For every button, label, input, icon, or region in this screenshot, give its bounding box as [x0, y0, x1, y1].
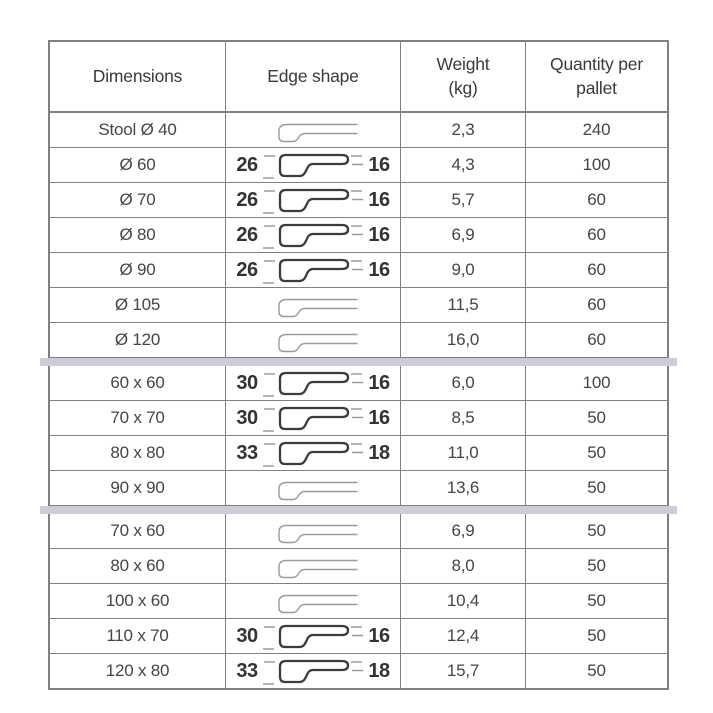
- dimensions-cell: [50, 584, 226, 618]
- weight-value: 10,4: [446, 591, 480, 610]
- dimensions-cell: [50, 253, 226, 287]
- weight-value: 11,0: [447, 443, 479, 462]
- edge-thickness-value: 16: [368, 153, 390, 176]
- edge-shape-cell: [226, 148, 401, 182]
- table-row: [50, 253, 667, 288]
- dimensions-cell: [50, 323, 226, 357]
- header-weight: [401, 42, 526, 111]
- edge-thickness-value: 16: [368, 406, 390, 429]
- weight-value: 13,6: [446, 478, 480, 497]
- table-row: [50, 113, 667, 148]
- weight-cell: [401, 514, 526, 548]
- quantity-value: 50: [587, 443, 606, 462]
- table-body: [50, 113, 667, 688]
- weight-value: 6,9: [451, 521, 475, 540]
- dimensions-value: 70 x 70: [110, 408, 165, 427]
- table-row: [50, 183, 667, 218]
- edge-shape-cell: [226, 401, 401, 435]
- quantity-cell: [526, 288, 667, 322]
- dimensions-cell: [50, 401, 226, 435]
- dimensions-value: 60 x 60: [110, 373, 165, 392]
- weight-cell: [401, 218, 526, 252]
- quantity-value: 60: [587, 295, 606, 314]
- edge-height-value: 26: [236, 223, 258, 246]
- weight-cell: [401, 471, 526, 505]
- edge-profile-bold-icon: [263, 437, 363, 469]
- quantity-cell: [526, 514, 667, 548]
- dimensions-value: Stool Ø 40: [98, 120, 177, 139]
- dimensions-cell: [50, 366, 226, 400]
- edge-shape-cell: [226, 584, 401, 618]
- quantity-cell: [526, 654, 667, 688]
- quantity-value: 100: [582, 155, 611, 174]
- edge-height-value: 33: [236, 441, 258, 464]
- edge-profile-thin-icon: [266, 327, 361, 353]
- weight-value: 6,9: [451, 225, 475, 244]
- edge-profile-thin-icon: [266, 518, 361, 544]
- edge-profile-bold-icon: [263, 402, 363, 434]
- edge-profile-bold-icon: [263, 184, 363, 216]
- quantity-cell: [526, 218, 667, 252]
- quantity-cell: [526, 619, 667, 653]
- weight-cell: [401, 148, 526, 182]
- weight-cell: [401, 436, 526, 470]
- dimensions-value: Ø 90: [119, 260, 156, 279]
- edge-profile-thin-icon: [266, 292, 361, 318]
- quantity-value: 60: [587, 225, 606, 244]
- table-row: [50, 288, 667, 323]
- edge-height-value: 33: [236, 659, 258, 682]
- edge-shape-cell: [226, 549, 401, 583]
- dimensions-value: 80 x 60: [110, 556, 165, 575]
- quantity-value: 60: [587, 260, 606, 279]
- quantity-cell: [526, 253, 667, 287]
- edge-shape-cell: [226, 323, 401, 357]
- quantity-value: 50: [587, 556, 606, 575]
- dimensions-value: 80 x 80: [110, 443, 165, 462]
- dimensions-cell: [50, 183, 226, 217]
- quantity-value: 50: [587, 521, 606, 540]
- weight-value: 8,0: [451, 556, 475, 575]
- weight-value: 6,0: [451, 373, 475, 392]
- weight-cell: [401, 113, 526, 147]
- header-weight-line2: (kg): [448, 77, 478, 98]
- edge-height-value: 30: [236, 406, 258, 429]
- weight-value: 4,3: [451, 155, 475, 174]
- dimensions-cell: [50, 654, 226, 688]
- edge-height-value: 30: [236, 371, 258, 394]
- weight-cell: [401, 549, 526, 583]
- edge-thickness-value: 16: [368, 258, 390, 281]
- edge-thickness-value: 16: [368, 223, 390, 246]
- edge-height-value: 26: [236, 153, 258, 176]
- edge-thickness-value: 18: [368, 441, 390, 464]
- edge-height-value: 30: [236, 624, 258, 647]
- weight-cell: [401, 366, 526, 400]
- edge-thickness-value: 16: [368, 624, 390, 647]
- edge-shape-cell: [226, 436, 401, 470]
- table-row: [50, 619, 667, 654]
- table-row: [50, 436, 667, 471]
- edge-profile-bold-icon: [263, 655, 363, 687]
- section-separator-band: [40, 358, 677, 366]
- edge-profile-bold-icon: [263, 219, 363, 251]
- quantity-cell: [526, 471, 667, 505]
- quantity-cell: [526, 366, 667, 400]
- weight-value: 11,5: [447, 295, 479, 314]
- table-row: [50, 514, 667, 549]
- edge-profile-bold-icon: [263, 254, 363, 286]
- dimensions-cell: [50, 218, 226, 252]
- edge-shape-cell: [226, 113, 401, 147]
- dimensions-value: 110 x 70: [106, 626, 169, 645]
- table-header-row: [50, 42, 667, 113]
- table-row: [50, 654, 667, 688]
- quantity-cell: [526, 113, 667, 147]
- quantity-value: 50: [587, 408, 606, 427]
- header-quantity-line1: Quantity per: [550, 54, 643, 75]
- edge-height-value: 26: [236, 258, 258, 281]
- weight-cell: [401, 183, 526, 217]
- dimensions-value: 90 x 90: [110, 478, 165, 497]
- weight-value: 9,0: [451, 260, 475, 279]
- edge-shape-cell: [226, 619, 401, 653]
- dimensions-cell: [50, 113, 226, 147]
- edge-profile-thin-icon: [266, 117, 361, 143]
- table-row: [50, 584, 667, 619]
- edge-profile-thin-icon: [266, 475, 361, 501]
- dimensions-cell: [50, 148, 226, 182]
- weight-cell: [401, 654, 526, 688]
- edge-profile-bold-icon: [263, 149, 363, 181]
- dimensions-cell: [50, 471, 226, 505]
- dimensions-cell: [50, 619, 226, 653]
- quantity-value: 60: [587, 190, 606, 209]
- dimensions-cell: [50, 514, 226, 548]
- quantity-cell: [526, 549, 667, 583]
- weight-value: 5,7: [451, 190, 475, 209]
- weight-value: 8,5: [451, 408, 475, 427]
- edge-shape-cell: [226, 183, 401, 217]
- quantity-value: 100: [582, 373, 611, 392]
- dimensions-cell: [50, 436, 226, 470]
- quantity-cell: [526, 436, 667, 470]
- dimensions-value: 120 x 80: [105, 661, 170, 680]
- dimensions-value: Ø 120: [114, 330, 161, 349]
- quantity-value: 240: [582, 120, 611, 139]
- table-row: [50, 471, 667, 506]
- dimensions-cell: [50, 288, 226, 322]
- dimensions-value: Ø 60: [119, 155, 156, 174]
- edge-profile-bold-icon: [263, 620, 363, 652]
- edge-thickness-value: 16: [368, 371, 390, 394]
- weight-cell: [401, 323, 526, 357]
- product-spec-table: [48, 40, 669, 690]
- quantity-value: 50: [587, 661, 606, 680]
- header-weight-line1: Weight: [436, 54, 490, 75]
- edge-profile-thin-icon: [266, 588, 361, 614]
- weight-cell: [401, 401, 526, 435]
- quantity-cell: [526, 401, 667, 435]
- dimensions-value: Ø 70: [119, 190, 156, 209]
- dimensions-value: 70 x 60: [110, 521, 165, 540]
- dimensions-value: Ø 105: [114, 295, 161, 314]
- edge-shape-cell: [226, 253, 401, 287]
- edge-height-value: 26: [236, 188, 258, 211]
- quantity-cell: [526, 584, 667, 618]
- weight-cell: [401, 288, 526, 322]
- quantity-cell: [526, 323, 667, 357]
- header-quantity-line2: pallet: [576, 77, 617, 98]
- header-edge-shape-label: Edge shape: [267, 65, 359, 86]
- header-quantity: [526, 42, 667, 111]
- edge-thickness-value: 16: [368, 188, 390, 211]
- weight-value: 15,7: [446, 661, 480, 680]
- edge-shape-cell: [226, 471, 401, 505]
- quantity-value: 50: [587, 478, 606, 497]
- edge-profile-bold-icon: [263, 367, 363, 399]
- weight-cell: [401, 253, 526, 287]
- edge-shape-cell: [226, 288, 401, 322]
- edge-shape-cell: [226, 218, 401, 252]
- header-edge-shape: [226, 42, 401, 111]
- quantity-value: 50: [587, 591, 606, 610]
- weight-cell: [401, 584, 526, 618]
- dimensions-value: Ø 80: [119, 225, 156, 244]
- quantity-cell: [526, 183, 667, 217]
- dimensions-cell: [50, 549, 226, 583]
- table-row: [50, 366, 667, 401]
- dimensions-value: 100 x 60: [105, 591, 170, 610]
- section-separator-band: [40, 506, 677, 514]
- quantity-value: 60: [587, 330, 606, 349]
- table-row: [50, 549, 667, 584]
- edge-profile-thin-icon: [266, 553, 361, 579]
- weight-value: 12,4: [446, 626, 480, 645]
- table-row: [50, 218, 667, 253]
- edge-thickness-value: 18: [368, 659, 390, 682]
- edge-shape-cell: [226, 514, 401, 548]
- weight-cell: [401, 619, 526, 653]
- weight-value: 2,3: [451, 120, 475, 139]
- weight-value: 16,0: [446, 330, 480, 349]
- header-dimensions-label: Dimensions: [92, 65, 183, 86]
- table-row: [50, 401, 667, 436]
- table-row: [50, 323, 667, 358]
- quantity-value: 50: [587, 626, 606, 645]
- edge-shape-cell: [226, 366, 401, 400]
- table-row: [50, 148, 667, 183]
- edge-shape-cell: [226, 654, 401, 688]
- header-dimensions: [50, 42, 226, 111]
- quantity-cell: [526, 148, 667, 182]
